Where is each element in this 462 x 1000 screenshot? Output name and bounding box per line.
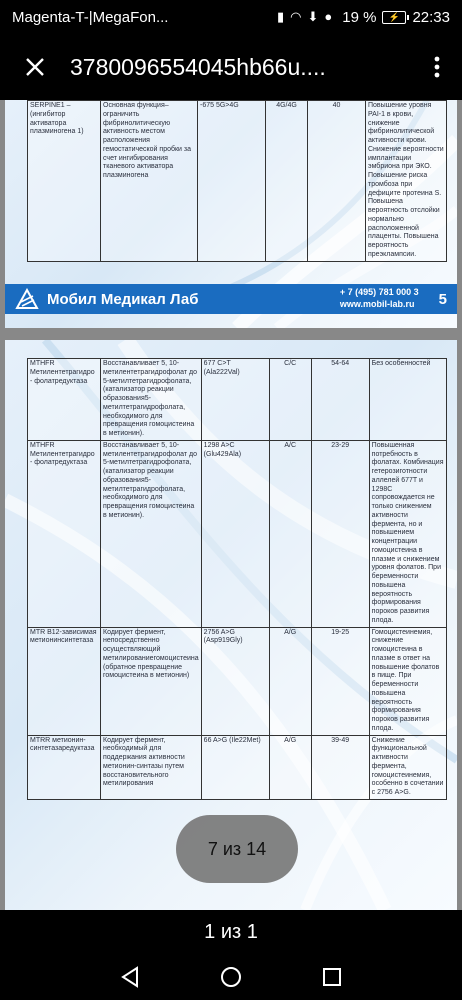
more-vert-icon: [434, 56, 440, 78]
clinical-cell: Повышение уровня PAI-1 в крови, снижение фибринолитической активности крови. Снижение вероятности имплантации эмбриона при ЭКО. Повышение риска тромбоза при дефиците протеина S. Повышена вероятность отслойки нормально расположенной плаценты. Повышена вероятность преэклампсии.: [366, 101, 447, 262]
company-name: Мобил Медикал Лаб: [47, 290, 199, 308]
status-icons: [277, 9, 332, 25]
status-bar: [0, 0, 462, 34]
recents-button[interactable]: [318, 963, 346, 991]
function-cell: Восстанавливает 5, 10-метилентетрагидрофолат до 5-метилтетрагидрофолата, (катализатор реакции образования5-метилтетрагидрофолата, необходимого для превращения гомоцистеина в метионин).: [101, 359, 202, 441]
close-button[interactable]: [0, 34, 70, 100]
gene-cell: MTRR метионин-синтетазаредуктаза: [28, 735, 101, 799]
variant-cell: 66 A>G (Ile22Met): [201, 735, 269, 799]
variant-cell: -675 5G>4G: [198, 101, 266, 262]
company-phone: + 7 (495) 781 000 3: [339, 287, 419, 298]
system-navigation-bar: [0, 954, 462, 1000]
gene-cell: MTHFR Метилентетрагидро - фолатредуктаза: [28, 359, 101, 441]
company-site: www.mobil-lab.ru: [339, 299, 415, 309]
document-title: 3780096554045hb66u....: [70, 53, 326, 80]
genotype-cell: 4G/4G: [266, 101, 308, 262]
back-button[interactable]: [116, 963, 144, 991]
back-triangle-icon: [120, 966, 140, 988]
gene-cell: MTR B12-зависимая метионинсинтетаза: [28, 627, 101, 735]
function-cell: Восстанавливает 5, 10-метилентетрагидрофолат до 5-метилтетрагидрофолата, (катализатор реакции образования5-метилтетрагидрофолата, необходимого для превращения гомоцистеина в метионин).: [101, 440, 202, 627]
table-row: [28, 101, 447, 262]
genotype-cell: A/G: [269, 627, 311, 735]
battery-percent: 19 %: [342, 8, 377, 26]
clinical-cell: Гомоцистеинемия, снижение гомоцистеина в плазме в ответ на повышение фолатов в пище. При беременности повышена вероятность формирования пороков развития плода.: [369, 627, 446, 735]
app-bar: [0, 34, 462, 100]
genes-table-page5: [27, 100, 447, 262]
function-cell: Кодирует фермент, непосредственно осуществляющий метилированиегомоцистеина (обратное превращение гомоцистеина в метионин): [101, 627, 202, 735]
variant-cell: 1298 A>C (Glu429Ala): [201, 440, 269, 627]
genotype-cell: C/C: [269, 359, 311, 441]
download-icon: ⬇: [307, 9, 319, 24]
chat-icon: ●: [324, 9, 333, 24]
gene-cell: SERPINE1 – (ингибитор активатора плазминогена 1): [28, 101, 101, 262]
carrier-label: Magenta-T-|MegaFon...: [12, 8, 169, 26]
clinical-cell: Снижение функциональной активности фермента, гомоцистеинемия, особенно в сочетании с 2756 A>G.: [369, 735, 446, 799]
gene-cell: MTHFR Метилентетрагидро - фолатредуктаза: [28, 440, 101, 627]
genotype-cell: A/G: [269, 735, 311, 799]
function-cell: Кодирует фермент, необходимый для поддержания активности метионин-синтазы путем восстановительного метилирования: [101, 735, 202, 799]
table-row: [28, 359, 447, 441]
table-row: [28, 735, 447, 799]
home-circle-icon: [220, 966, 242, 988]
genes-table-page6: [27, 358, 447, 800]
genotype-cell: A/C: [269, 440, 311, 627]
pdf-page-5: [5, 100, 457, 328]
battery-icon: ⚡: [382, 11, 406, 24]
page-number: 5: [438, 290, 447, 308]
frequency-cell: 19-25: [311, 627, 369, 735]
variant-cell: 677 C>T (Ala222Val): [201, 359, 269, 441]
more-options-button[interactable]: [412, 34, 462, 100]
page-indicator: 7 из 14: [176, 815, 298, 883]
clinical-cell: Без особенностей: [369, 359, 446, 441]
lab-logo-icon: [15, 288, 39, 310]
lab-banner: [5, 284, 457, 314]
table-row: [28, 440, 447, 627]
close-icon: [25, 57, 45, 77]
recents-square-icon: [322, 967, 342, 987]
company-contacts: [340, 287, 419, 310]
clock: 22:33: [412, 8, 450, 26]
home-button[interactable]: [217, 963, 245, 991]
signal-icon: ▮: [276, 9, 285, 24]
wifi-icon: ◠: [290, 9, 302, 24]
frequency-cell: 54-64: [311, 359, 369, 441]
clinical-cell: Повышенная потребность в фолатах. Комбинация гетерозиготности аллелей 677T и 1298C сопровождается не только снижением активности фермента, но и повышением концентрации гомоцистеина в плазме и снижением уровня фолатов. При беременности повышена вероятность формирования пороков развития плода.: [369, 440, 446, 627]
table-row: [28, 627, 447, 735]
frequency-cell: 40: [308, 101, 366, 262]
function-cell: Основная функция– ограничить фибринолитическую активность местом расположения гемостатической пробки за счет ингибирования тканевого активатора плазминогена: [101, 101, 198, 262]
frequency-cell: 39-49: [311, 735, 369, 799]
frequency-cell: 23-29: [311, 440, 369, 627]
document-viewer[interactable]: [0, 100, 462, 910]
bottom-page-count: 1 из 1: [0, 910, 462, 954]
variant-cell: 2756 A>G (Asp919Gly): [201, 627, 269, 735]
